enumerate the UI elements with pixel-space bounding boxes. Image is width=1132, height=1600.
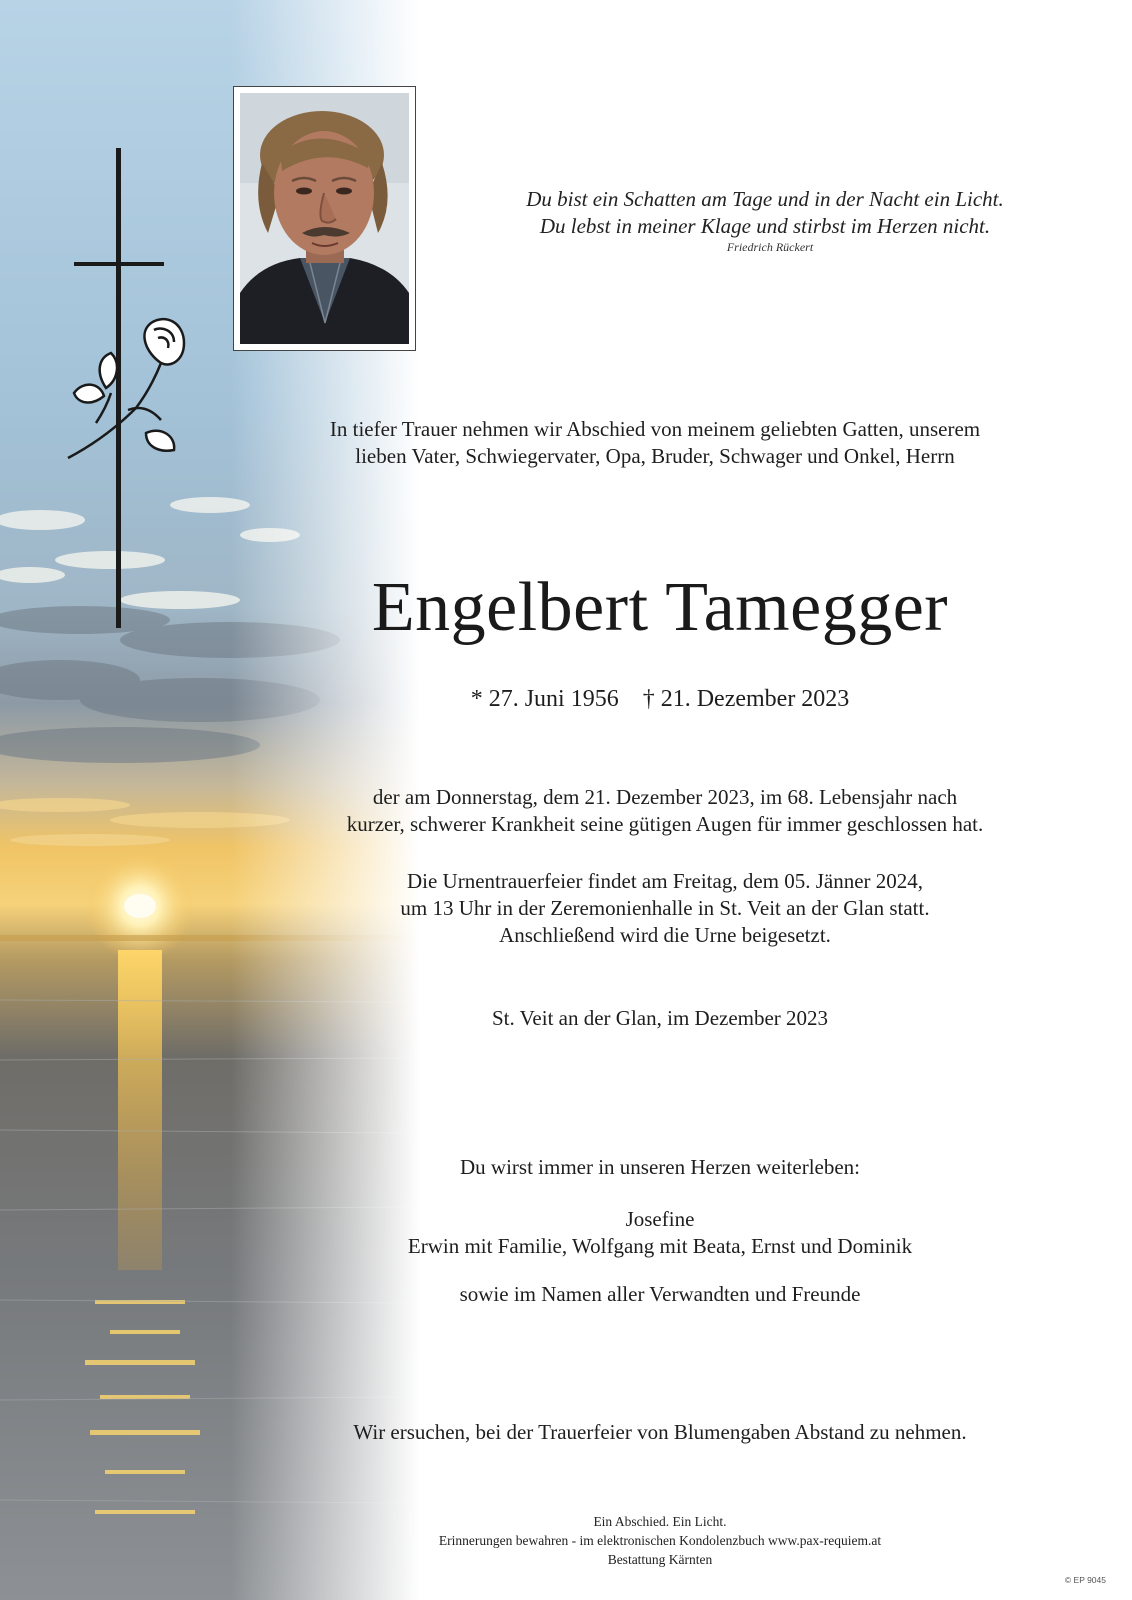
intro-text [285,416,1025,470]
deceased-name: Engelbert Tamegger [371,569,949,646]
print-code: © EP 9045 [1064,1575,1106,1585]
ceremony-text [295,868,1035,949]
family-line: Erwin mit Familie, Wolfgang mit Beata, Ernst und Dominik [407,1234,913,1258]
birth-date: * 27. Juni 1956 [470,686,619,712]
place-date: St. Veit an der Glan, im Dezember 2023 [491,1006,829,1030]
remembrance-line: Du wirst immer in unseren Herzen weiterleben: [459,1155,861,1179]
intro-line: lieben Vater, Schwiegervater, Opa, Bruder, Schwager und Onkel, Herrn [355,444,955,468]
relatives-line: sowie im Namen aller Verwandten und Freunde [459,1282,861,1306]
cross-icon [66,148,196,628]
footer-slogan: Ein Abschied. Ein Licht. [593,1514,727,1529]
quote-line: Du lebst in meiner Klage und stirbst im Herzen nicht. [539,214,991,238]
footer [360,1512,960,1569]
death-date: † 21. Dezember 2023 [642,686,850,712]
family-names [300,1206,1020,1260]
passing-line: der am Donnerstag, dem 21. Dezember 2023, im 68. Lebensjahr nach [372,785,958,809]
footer-funeral-home: Bestattung Kärnten [607,1552,713,1567]
poem-quote [470,186,1060,240]
footer-condolence-info: Erinnerungen bewahren - im elektronischen Kondolenzbuch www.pax-requiem.at [438,1533,882,1548]
quote-author: Friedrich Rückert [726,240,814,254]
quote-line: Du bist ein Schatten am Tage und in der Nacht ein Licht. [526,187,1004,211]
ceremony-line: um 13 Uhr in der Zeremonienhalle in St. Veit an der Glan statt. [400,896,930,920]
passing-text [295,784,1035,838]
intro-line: In tiefer Trauer nehmen wir Abschied von meinem geliebten Gatten, unserem [329,417,981,441]
life-dates [300,686,1020,713]
ceremony-line: Die Urnentrauerfeier findet am Freitag, dem 05. Jänner 2024, [406,869,924,893]
ceremony-line: Anschließend wird die Urne beigesetzt. [499,923,831,947]
flower-request: Wir ersuchen, bei der Trauerfeier von Blumengaben Abstand zu nehmen. [353,1420,967,1444]
portrait-photo [233,86,416,351]
passing-line: kurzer, schwerer Krankheit seine gütigen Augen für immer geschlossen hat. [346,812,984,836]
rose-icon [68,319,184,458]
family-line: Josefine [625,1207,695,1231]
